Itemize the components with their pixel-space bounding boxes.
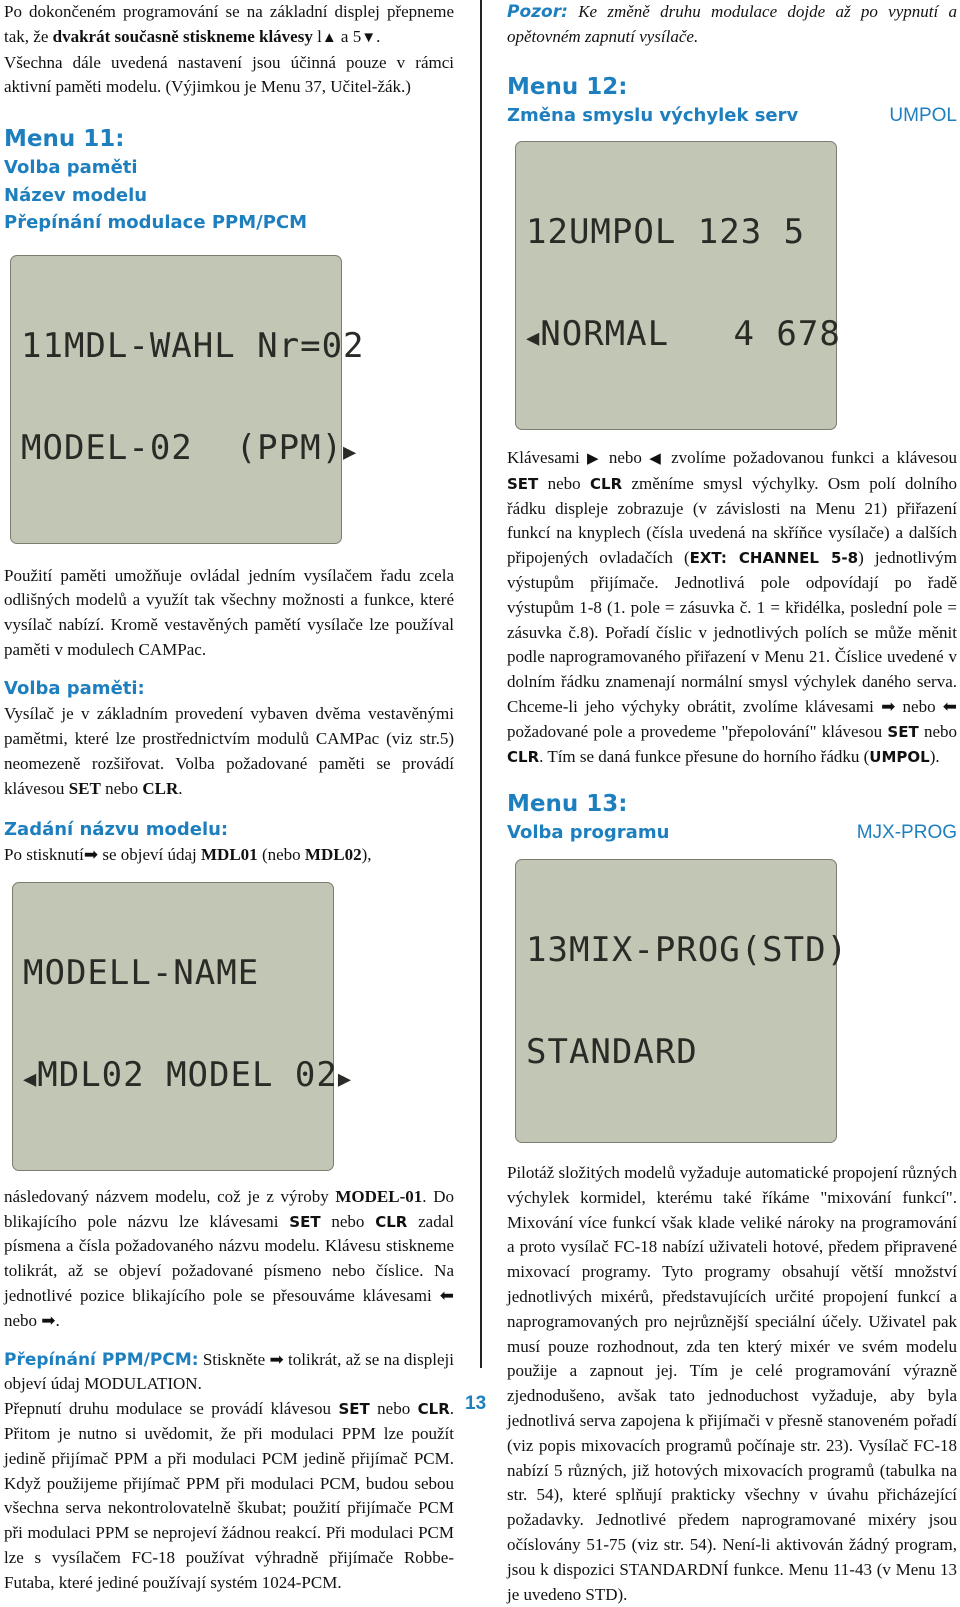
lcd-left-arrow-icon: ◀ [23,1066,38,1092]
zadani-mdl01: MDL01 [201,845,258,865]
zadani-paragraph [4,843,454,868]
lcd-right-arrow-icon: ▶ [337,1066,353,1092]
intro-key-5: a 5 [336,26,362,46]
menu13-tag: MJX-PROG [856,822,957,844]
umpol-text-5: změníme smysl výchylky. Osm polí dolního řádku displeje zobrazuje (v závislosti na Menu 21) přiřazení funkcí na knyplech (čísla uvedená na skříňce vysílače) a dalších připojených ovladačích ( [507,473,957,568]
nasled-model: MODEL-01 [335,1186,423,1206]
lcd-display-menu12 [515,141,841,430]
menu12-subtitle: Změna smyslu výchylek serv [507,104,799,126]
lcd-line-2 [21,427,358,470]
umpol-umpol: UMPOL [869,747,930,766]
ppm-p2-text-1: Přepnutí druhu modulace se provádí klávesou [4,1399,339,1419]
pozor-text: Ke změně druhu modulace dojde až po vypnutí a opětovném zapnutí vysílače. [507,2,957,46]
nasled-clr-key: CLR [375,1212,408,1231]
lcd-line-1: 13MIX-PROG(STD) [526,929,849,970]
umpol-text-1: Klávesami [507,448,580,468]
lcd-line-2 [23,1054,353,1097]
down-arrow-icon: ▼ [361,29,377,46]
menu12-subtitle-row [507,102,957,130]
nasled-set-key: SET [289,1212,321,1231]
ppm-text-2: tolikrát, až se na displeji objeví údaj MODULATION. [4,1349,454,1394]
umpol-text-8: požadované pole a provedeme "přepolování" klávesou [507,721,888,741]
volba-text: Vysílač je v základním provedení vybaven dvěma vestavěnými pamětmi, které lze prostřednictvím modulů CAMPac (viz str.5) neomezeně rozšiřovat. Volba požadované paměti se provádí klávesou [4,704,454,798]
left-column [4,0,454,1596]
lcd-line-1: 12UMPOL 123 5 [526,212,806,253]
nasled-text-4: zadal písmena a čísla požadovaného názvu modelu. Klávesu stiskneme tolikrát, až se objeví požadované písmeno nebo číslice. Na jednotlivé pozice blikajícího pole se přesouváme klávesami [4,1211,454,1306]
umpol-text-6: ) jednotlivým výstupům přijímače. Jednotlivá pole odpovídají po řadě výstupům 1-8 (1. pole = zásuvka č. 1 = křidélka, poslední pole = zásuvka č.8). Pořadí číslic v jednotlivých polích se může měnit podle naprogramovaného přiřazení v Menu 21. Číslice uvedené v dolním řádku znamenají normální smysl výchylek daného serva. Chceme-li jeho výchyky obrátit, zvolíme klávesami [507,548,957,717]
umpol-clr-key-2: CLR [507,747,540,766]
umpol-text-11: ). [929,746,940,766]
right-arrow-icon: ➡ [41,1310,56,1330]
lcd-right-arrow-icon: ▶ [343,439,358,465]
menu12-title: Menu 12: [507,73,628,100]
lcd-line-1: MODELL-NAME [23,952,260,993]
lcd-line-2 [526,314,841,356]
umpol-ext: EXT: CHANNEL 5-8 [689,549,859,568]
menu13-title: Menu 13: [507,791,628,818]
left-arrow-icon: ⬅ [942,697,958,717]
umpol-text-2: nebo [601,448,642,468]
zadani-heading: Zadání názvu modelu: [4,818,229,840]
zadani-text-1: Po stisknutí [4,845,84,865]
nasled-text-3: nebo [320,1211,376,1231]
volba-paragraph [4,702,454,801]
column-divider [480,0,482,1368]
zadani-text-2: se objeví údaj [98,845,202,865]
right-arrow-icon: ➡ [83,845,99,865]
intro-bold: dvakrát současně stiskneme klávesy [52,26,313,46]
umpol-clr-key: CLR [590,474,623,493]
intro-text: Po dokončeném programování se na základní displej přepneme tak, že [4,2,454,46]
up-arrow-icon: ▲ [321,29,337,46]
ppm-heading: Přepínání PPM/PCM: [4,1349,199,1370]
nasled-text-5: nebo [4,1310,38,1330]
volba-nebo: nebo [100,778,143,798]
lcd-line-2: STANDARD [526,1031,698,1072]
right-triangle-icon: ▶ [587,451,602,468]
right-arrow-icon: ➡ [881,697,896,717]
menu13-subtitle: Volba programu [507,822,670,844]
umpol-set-key: SET [507,474,539,493]
menu13-subtitle-row [507,819,957,847]
left-arrow-icon: ⬅ [439,1286,454,1306]
volba-heading: Volba paměti: [4,677,145,699]
volba-clr-key: CLR [142,778,179,798]
ppm-set-key: SET [338,1400,370,1419]
nasled-paragraph [4,1185,454,1334]
umpol-text-4: nebo [538,473,590,493]
umpol-paragraph [507,446,957,769]
ppm-clr-key: CLR [417,1400,450,1419]
volba-set-key: SET [68,778,101,798]
menu12-tag: UMPOL [889,104,957,126]
page-number: 13 [465,1393,487,1414]
mix-paragraph: Pilotáž složitých modelů vyžaduje automatické propojení různých výchylek kormidel, kterému také říkáme "mixování funkcí". Mixování více funkcí však klade veliké nároky na programování a proto vysílač FC-18 nabízí uživateli hotové, předem připravené mixovací programy. Tyto programy obsahují větší množství jednotlivých mixérů, představujících určité propojení funkcí a naprogramovaných pro nejrůznější speciální účely. Uživatel pak musí pouze rozhodnout, zda ten který mixér ve svém modelu použije a zapnout jej. Tím je celé programování výrazně zjednodušeno, avšak tato jednoduchost vyžaduje, aby byla jednotlivá serva zapojena k přijímači v přesně stanoveném pořadí (viz popis mixovacích programů počínaje str. 23). Vysílač FC-18 nabízí 5 různých, již hotových mixovacích programů (tabulka na str. 54), které splňují prakticky všechny v úvahu přicházející požadavky. Jednotlivé předem naprogramované mixéry jsou očíslovány 51-75 (viz str. 54). Není-li aktivován žádný program, jsou k dispozici STANDARDNÍ funkce. Menu 11-43 (v Menu 13 je uvedeno STD). [507,1162,957,1604]
intro-paragraph [4,0,454,51]
umpol-text-7: nebo [895,697,936,717]
lcd-display-model-name [12,882,353,1171]
menu11-title: Menu 11: [4,126,125,153]
volba-end: . [178,778,183,798]
intro-end: . [376,26,381,46]
lcd-line-1: 11MDL-WAHL Nr=02 [21,325,365,366]
ppm-paragraph-2 [4,1397,454,1595]
ppm-p2-text-2: nebo [369,1399,418,1419]
pozor-paragraph [507,0,957,50]
nasled-text-6: . [55,1310,60,1330]
menu11-sub-2: Název modelu [4,184,148,206]
right-arrow-icon: ➡ [269,1349,284,1369]
zadani-mdl02: MDL02 [304,845,362,865]
lcd-line-2-text: MDL02 MODEL 02 [37,1054,338,1095]
lcd-display-menu11 [10,255,365,544]
intro-paragraph-2: Všechna dále uvedená nastavení jsou účinná pouze v rámci aktivní paměti modelu. (Výjimkou je Menu 37, Učitel-žák.) [4,52,454,97]
umpol-text-3: zvolíme požadovanou funkci a klávesou [663,448,958,468]
usage-paragraph: Použití paměti umožňuje ovládal jedním vysílačem řadu zcela odlišných modelů a využít tak všechny možnosti a funkce, které vysílač nabízí. Kromě vestavěných pamětí vysílače lze používal paměti v modulech CAMPac. [4,565,454,660]
ppm-paragraph [4,1348,454,1398]
umpol-text-9: nebo [918,721,957,741]
intro-key-l: l [312,26,322,46]
umpol-set-key-2: SET [887,722,919,741]
nasled-text-1: následovaný názvem modelu, což je z výroby [4,1186,336,1206]
umpol-text-10: . Tím se daná funkce přesune do horního řádku ( [539,746,870,766]
ppm-p2-text-3: . Přitom je nutno si uvědomit, že při modulaci PPM lze použít jedině přijímač PPM a při modulaci PCM jedině přijímač PCM. Když použijeme přijímač PPM při modulaci PCM, budou sebou všechna serva nekontrolovatelně škubat; použití přijímače PCM při modulaci PPM se neprojeví žádnou reakcí. Při modulaci PCM lze s vysílačem FC-18 používat výhradně přijímače Robbe-Futaba, které jediné používají systém 1024-PCM. [4,1399,455,1592]
pozor-label: Pozor: [507,2,568,22]
lcd-line-2-text: MODEL-02 (PPM) [21,427,344,468]
lcd-display-menu13 [515,859,849,1143]
left-triangle-icon: ◀ [649,451,664,468]
menu11-sub-3: Přepínání modulace PPM/PCM [4,212,308,234]
lcd-left-arrow-icon: ◀ [526,326,541,352]
right-column [507,0,957,1607]
zadani-text-4: ), [361,845,372,865]
ppm-text-1: Stiskněte [198,1349,266,1369]
zadani-text-3: (nebo [257,845,305,865]
lcd-line-2-text: NORMAL 4 678 [540,314,841,355]
menu11-sub-1: Volba paměti [4,157,138,179]
nasled-text-2: . Do blikajícího pole názvu lze klávesami [4,1186,454,1231]
